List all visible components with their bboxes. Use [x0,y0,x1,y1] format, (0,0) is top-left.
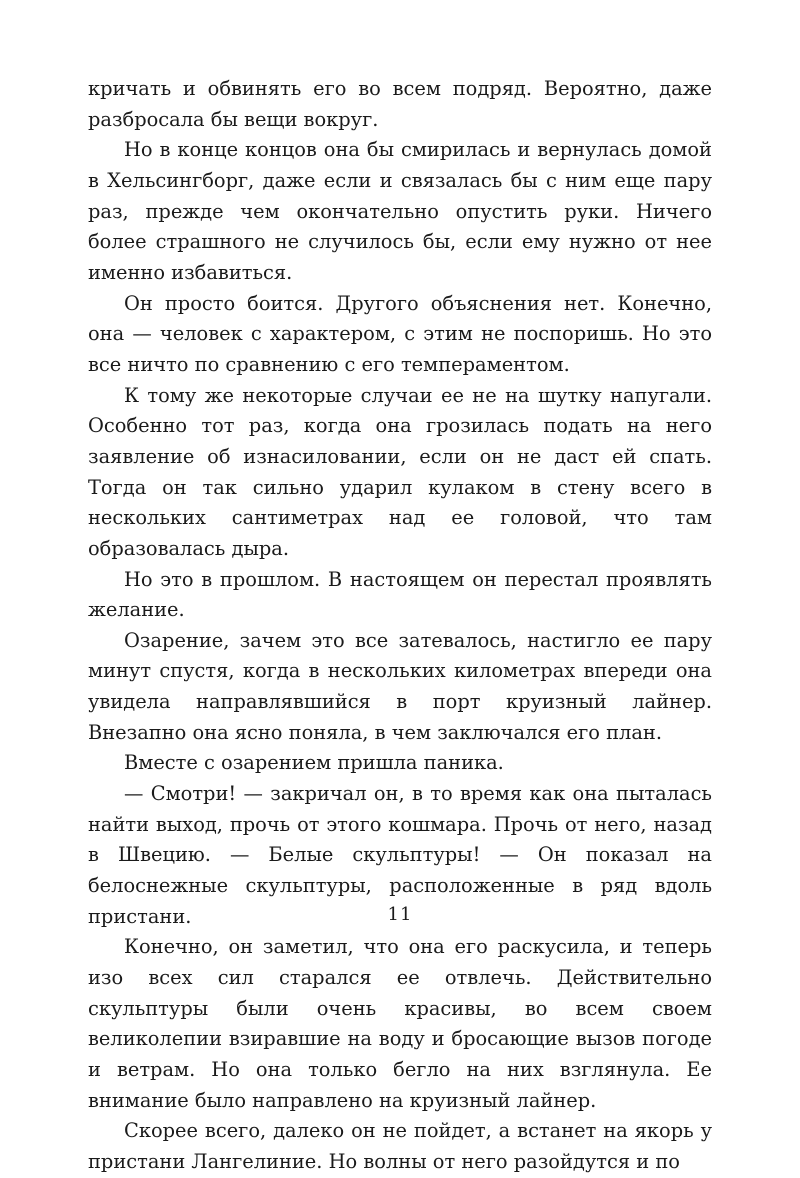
page-number: 11 [387,904,413,925]
paragraph: Но это в прошлом. В настоящем он перестал проявлять желание. [88,567,712,622]
paragraph: Озарение, зачем это все затевалось, настигло ее пару минут спустя, когда в нескольких километрах впереди она увидела направлявшийся в порт круизный лайнер. Внезапно она ясно поняла, в чем заключался его план. [88,628,712,744]
body-text [88,74,712,1178]
paragraph: — Смотри! — закричал он, в то время как она пыталась найти выход, прочь от этого кошмара. Прочь от него, назад в Швецию. — Белые скульптуры! — Он показал на белоснежные скульптуры, расположенные в ряд вдоль пристани. [88,782,712,928]
paragraph: Он просто боится. Другого объяснения нет. Конечно, она — человек с характером, с этим не поспоришь. Но это все ничто по сравнению с его темпераментом. [88,291,712,376]
paragraph: К тому же некоторые случаи ее не на шутку напугали. Особенно тот раз, когда она грозилась подать на него заявление об изнасиловании, если он не даст ей спать. Тогда он так сильно ударил кулаком в стену всего в нескольких сантиметрах над ее головой, что там образовалась дыра. [88,383,712,560]
paragraph: Но в конце концов она бы смирилась и вернулась домой в Хельсингборг, даже если и связалась бы с ним еще пару раз, прежде чем окончательно опустить руки. Ничего более страшного не случилось бы, если ему нужно от нее именно избавиться. [88,138,712,284]
paragraph: Вместе с озарением пришла паника. [124,751,504,775]
paragraph: Конечно, он заметил, что она его раскусила, и теперь изо всех сил старался ее отвлечь. Действительно скульптуры были очень красивы, во всем своем великолепии взиравшие на воду и бросающие вызов погоде и ветрам. Но она только бегло на них взглянула. Ее внимание было направлено на круизный лайнер. [88,935,712,1112]
paragraph-continuation: кричать и обвинять его во всем подряд. Вероятно, даже разбросала бы вещи вокруг. [88,77,712,131]
paragraph: Скорее всего, далеко он не пойдет, а встанет на якорь у пристани Лангелиние. Но волны от него разойдутся и по [88,1119,712,1173]
